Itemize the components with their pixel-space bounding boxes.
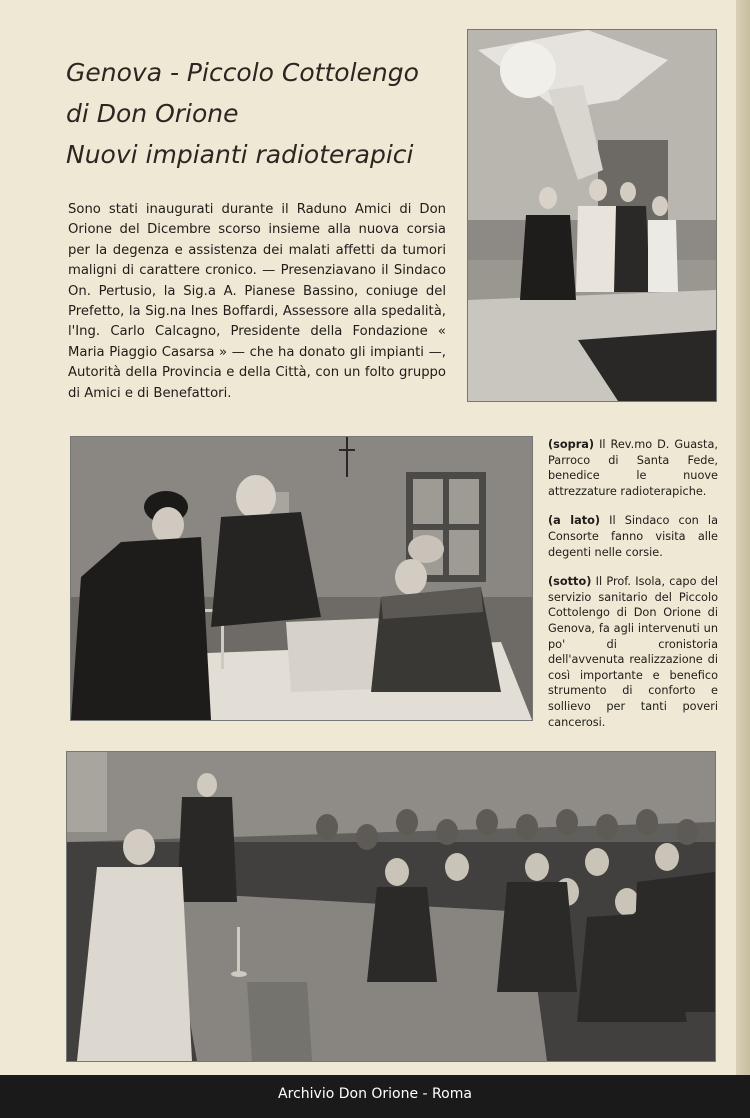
caption-below — [548, 574, 718, 730]
caption-side-tag: (a lato) — [548, 514, 601, 528]
article-body: Sono stati inaugurati durante il Raduno Amici di Don Orione del Dicembre scorso insieme alla nuova corsia per la degenza e assistenza dei malati affetti da tumori maligni di carattere cronico. — Presenziavano il Sindaco On. Pertusio, la Sig.a A. Pianese Bassino, coniuge del Prefetto, la Sig.na Ines Boffardi, Assessore alla spedalità, l'Ing. Carlo Calcagno, Presidente della Fondazione « Maria Piaggio Casarsa » — che ha donato gli impianti —, Autorità della Provincia e della Città, con un folto gruppo di Amici e di Benefattori. — [68, 202, 446, 401]
page-edge — [736, 0, 750, 1075]
title-line-1: Genova - Piccolo Cottolengo — [66, 58, 419, 87]
title-line-2: di Don Orione — [66, 99, 239, 128]
caption-below-text: Il Prof. Isola, capo del servizio sanitario del Piccolo Cottolengo di Don Orione di Genova, fa agli intervenuti un po' di cronistoria dell'avvenuta realizzazione di così importante e benefico strumento di conforto e sollievo per tanti poveri cancerosi. — [548, 575, 718, 729]
caption-side — [548, 513, 718, 560]
caption-below-tag: (sotto) — [548, 575, 592, 589]
photo-captions — [548, 437, 718, 744]
caption-above — [548, 437, 718, 499]
caption-above-tag: (sopra) — [548, 438, 595, 451]
photo-blessing-equipment — [467, 29, 717, 402]
article-title — [66, 52, 461, 175]
photo-mayor-visit-image — [71, 437, 532, 720]
photo-blessing-equipment-image — [468, 30, 716, 401]
archive-footer-label: Archivio Don Orione - Roma — [278, 1086, 472, 1102]
photo-audience-speech — [66, 751, 716, 1062]
title-line-3: Nuovi impianti radioterapici — [66, 140, 414, 169]
photo-audience-speech-image — [67, 752, 715, 1061]
photo-mayor-visit — [70, 436, 533, 721]
caption-side-text: Il Sindaco con la Consorte fanno visita alle degenti nelle corsie. — [548, 514, 718, 559]
caption-above-text: Il Rev.mo D. Guasta, Parroco di Santa Fede, benedice le nuove attrezzature radioterapiche. — [548, 438, 718, 498]
